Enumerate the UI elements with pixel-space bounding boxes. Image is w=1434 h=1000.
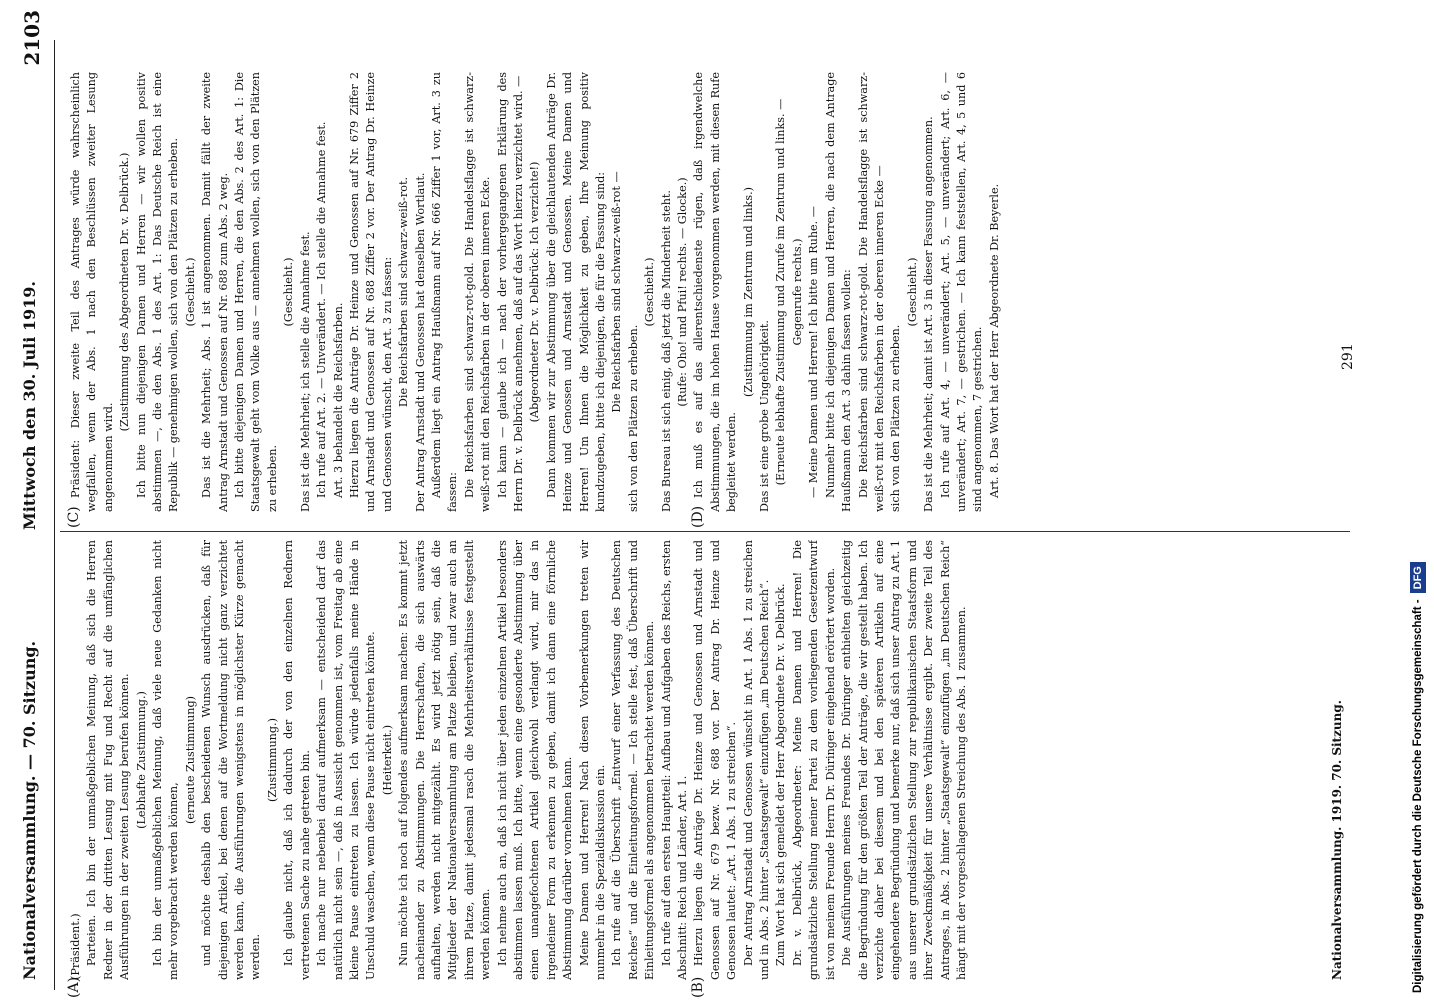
- interjection: (Zustimmung im Zentrum und links.): [741, 187, 755, 397]
- paragraph: Das ist die Mehrheit; ich stelle die Annahme fest.: [298, 231, 312, 512]
- interjection: (Erneute lebhafte Zustimmung und Zurufe im Zentrum und links. — Gegenrufe rechts.): [774, 98, 804, 486]
- header-page-number: 2103: [20, 10, 44, 66]
- running-header: [20, 0, 50, 1000]
- margin-mark-c: (C): [66, 506, 82, 528]
- paragraph: Ich rufe auf den ersten Hauptteil: Aufbau und Aufgaben des Reichs, ersten Abschnitt: Reich und Länder, Art. 1.: [659, 540, 690, 980]
- interjection: (Geschieht.): [905, 257, 919, 327]
- quoted-motion: Die Reichsfarben sind schwarz-weiß-rot —: [610, 171, 624, 413]
- header-left-title: Nationalversammlung. — 70. Sitzung.: [20, 640, 39, 980]
- interjection: (Geschieht.): [643, 257, 657, 327]
- paragraph: — Meine Damen und Herren! Ich bitte um Ruhe. —: [807, 206, 821, 498]
- interjection: (Lebhafte Zustimmung.): [134, 691, 148, 829]
- paragraph: Das ist eine grobe Ungehörigkeit.: [758, 320, 772, 512]
- paragraph: Ich kann — glaube ich — nach der vorhergegangenen Erklärung des Herrn Dr. v. Delbrück annehmen, daß auf das Wort hierzu verzichtet wird. —: [495, 72, 525, 512]
- interjection: (Rufe: Oho! und Pfui! rechts. — Glocke.): [676, 177, 690, 407]
- column-divider: [60, 531, 1350, 532]
- interjection: (Heiterkeit.): [380, 724, 394, 796]
- paragraph: Das ist die Mehrheit; damit ist Art. 3 in dieser Fassung angenommen.: [922, 116, 936, 512]
- paragraph: Ich rufe auf Art. 2. — Unverändert. — Ich stelle die Annahme fest.: [315, 121, 329, 498]
- paragraph: Ich nehme auch an, daß ich nicht über jeden einzelnen Artikel besonders abstimmen lassen muß. Ich bitte, wenn eine gesonderte Abstimmung über einen unangefochtenen Artikel gleichwohl verlangt wird, mir das in irgendeiner Form zu erkennen zu geben, damit ich dann eine förmliche Abstimmung darüber vornehmen kann.: [495, 540, 575, 980]
- dfg-logo: DFG: [1410, 562, 1426, 593]
- paragraph: und möchte deshalb den bescheidenen Wunsch ausdrücken, daß für diejenigen Artikel, bei denen auf die Wortmeldung nicht ganz verzichtet werden kann, die Ausführungen wenigstens in möglichster Kürze gemacht werden.: [200, 540, 263, 980]
- interjection: (Abgeordneter Dr. v. Delbrück: Ich verzichte!): [528, 161, 542, 423]
- paragraph: sich von den Plätzen zu erheben.: [889, 324, 903, 512]
- paragraph: Ich bitte nun diejenigen Damen und Herren — wir wollen positiv abstimmen —, die den Abs. 1 des Art. 1: Das Deutsche Reich ist eine Republik — genehmigen wollen, sich von den Plätzen zu erheben.: [134, 72, 181, 512]
- paragraph: Ich bitte diejenigen Damen und Herren, die den Abs. 2 des Art. 1: Die Staatsgewalt geht vom Volke aus — annehmen wollen, sich von den Plätzen zu erheben.: [233, 72, 279, 512]
- page-footer: Nationalversammlung. 1919. 70. Sitzung.: [1330, 700, 1344, 980]
- interjection: (erneute Zustimmung): [183, 696, 197, 824]
- paragraph: Ich rufe auf die Überschrift „Entwurf einer Verfassung des Deutschen Reiches“ und die Einleitungsformel. — Ich stelle fest, daß Überschrift und Einleitungsformel als angenommen betrachtet werden können.: [610, 540, 657, 980]
- paragraph: Ich bin der unmaßgeblichen Meinung, daß viele neue Gedanken nicht mehr vorgebracht werden können,: [151, 540, 181, 980]
- footer-page-number: 291: [1340, 343, 1356, 370]
- paragraph: Die Ausführungen meines Freundes Dr. Düringer enthielten gleichzeitig die Begründung für den größten Teil der Anträge, die wir gestellt haben. Ich verzichte daher bei diesem und bei den späteren Artikeln auf eine eingehendere Begründung und bemerke nur, daß sich unser Antrag zu Art. 1 aus unserer grundsätzlichen Stellung zur republikanischen Staatsform und ihrer Zweckmäßigkeit für unsere Verhältnisse ergibt. Der zweite Teil des Antrages, in Abs. 2 hinter „Staatsgewalt“ einzufügen „im Deutschen Reich“ hängt mit der vorgeschlagenen Streichung des Abs. 1 zusammen.: [840, 540, 968, 980]
- paragraph: Meine Damen und Herren! Nach diesen Vorbemerkungen treten wir nunmehr in die Spezialdiskussion ein.: [577, 540, 607, 980]
- quoted-motion: Die Reichsfarben sind schwarz-rot-gold. Die Handelsflagge ist schwarz-weiß-rot mit den Reichsfarben in der oberen inneren Ecke.: [462, 72, 493, 512]
- paragraph: Parteien. Ich bin der unmaßgeblichen Meinung, daß sich die Herren Redner in der dritten Lesung mit Fug und Recht auf die umfänglichen Ausführungen in der zweiten Lesung berufen können.: [85, 540, 132, 980]
- margin-mark-d: (D): [690, 505, 706, 528]
- margin-mark-a: (A): [66, 976, 82, 998]
- header-date: Mittwoch den 30. Juli 1919.: [20, 281, 39, 530]
- paragraph: Ich mache nur nebenbei darauf aufmerksam — entscheidend darf das natürlich nicht sein —, daß in Aussicht genommen ist, vom Freitag ab eine kleine Pause eintreten zu lassen. Ich würde jedenfalls meine Hände in Unschuld waschen, wenn diese Pause nicht eintreten könnte.: [315, 540, 378, 980]
- paragraph: (Präsident.): [69, 913, 82, 980]
- paragraph: Dr. v. Delbrück, Abgeordneter: Meine Damen und Herren! Die grundsätzliche Stellung meiner Partei zu dem vorliegenden Gesetzentwurf ist von meinem Freunde Herrn Dr. Düringer eingehend erörtert worden.: [790, 540, 837, 980]
- paragraph: Nun möchte ich noch auf folgendes aufmerksam machen: Es kommt jetzt nacheinander zu Abstimmungen. Die Herrschaften, die sich auswärts aufhalten, werden nicht mitgezählt. Es wird jetzt nötig sein, daß die Mitglieder der Nationalversammlung am Platze bleiben, und zwar auch an ihrem Platze, damit jedesmal rasch die Mehrheitsverhältnisse festgestellt werden können.: [397, 540, 493, 980]
- paragraph: Art. 3 behandelt die Reichsfarben.: [331, 302, 345, 498]
- paragraph: Das ist die Mehrheit; Abs. 1 ist angenommen. Damit fällt der zweite Antrag Arnstadt und Genossen auf Nr. 688 zum Abs. 2 weg.: [200, 72, 230, 512]
- quoted-motion: Die Reichsfarben sind schwarz-rot-gold. Die Handelsflagge ist schwarz-weiß-rot mit den Reichsfarben in der oberen inneren Ecke —: [856, 72, 886, 512]
- paragraph: Präsident: Dieser zweite Teil des Antrages würde wahrscheinlich wegfallen, wenn der Abs. 1 nach den Beschlüssen zweiter Lesung angenommen wird.: [69, 72, 115, 512]
- paragraph: Der Antrag Arnstadt und Genossen hat denselben Wortlaut.: [413, 172, 427, 512]
- paragraph: Art. 8. Das Wort hat der Herr Abgeordnete Dr. Beyerle.: [987, 183, 1001, 498]
- left-text-column: [68, 540, 1323, 980]
- paragraph: sich von den Plätzen zu erheben.: [626, 324, 640, 512]
- paragraph: Dann kommen wir zur Abstimmung über die gleichlautenden Anträge Dr. Heinze und Genossen und Arnstadt und Genossen. Meine Damen und Herren! Um Ihnen die Möglichkeit zu geben, Ihre Meinung positiv kundzugeben, bitte ich diejenigen, die für die Fassung sind:: [544, 72, 607, 512]
- paragraph: Das Bureau ist sich einig, daß jetzt die Minderheit steht.: [659, 190, 673, 512]
- interjection: (Zustimmung.): [265, 718, 279, 802]
- paragraph: Der Antrag Arnstadt und Genossen wünscht in Art. 1 Abs. 1 zu streichen und in Abs. 2 hinter „Staatsgewalt“ einzufügen „im Deutschen Reich“.: [741, 540, 772, 980]
- paragraph: Hierzu liegen die Anträge Dr. Heinze und Genossen und Arnstadt und Genossen auf Nr. 679 bezw. Nr. 688 vor. Der Antrag Dr. Heinze und Genossen lautet: „Art. 1 Abs. 1 zu streichen“.: [692, 540, 739, 980]
- paragraph: Ich glaube nicht, daß ich dadurch der von den einzelnen Rednern vertretenen Sache zu nahe getreten bin.: [282, 540, 312, 980]
- interjection: (Geschieht.): [282, 257, 296, 327]
- paragraph: Außerdem liegt ein Antrag Haußmann auf Nr. 666 Ziffer 1 vor, Art. 3 zu fassen:: [429, 72, 460, 512]
- digitization-credit: [1405, 8, 1431, 993]
- right-text-column: [68, 72, 1323, 512]
- paragraph: Ich rufe auf Art. 4, — unverändert; Art. 5, — unverändert; Art. 6, — unverändert; Art. 7, — gestrichen. — Ich kann feststellen, Art. 4, 5 und 6 sind angenommen, 7 gestrichen.: [938, 72, 985, 512]
- margin-mark-b: (B): [690, 976, 706, 998]
- credit-text: Digitalisierung gefördert durch die Deutsche Forschungsgemeinschaft -: [1412, 599, 1424, 993]
- quoted-motion: Die Reichsfarben sind schwarz-weiß-rot.: [397, 176, 411, 408]
- interjection: (Zustimmung des Abgeordneten Dr. v. Delbrück.): [118, 152, 132, 432]
- paragraph: Nunmehr bitte ich diejenigen Damen und Herren, die nach dem Antrage Haußmann den Art. 3 dahin fassen wollen:: [823, 72, 854, 512]
- interjection: (Geschieht.): [183, 257, 197, 327]
- paragraph: Ich muß es auf das allerentschiedenste rügen, daß irgendwelche Abstimmungen, die im hohen Hause vorgenommen werden, mit diesen Rufe begleitet werden.: [692, 72, 739, 512]
- paragraph: Zum Wort hat sich gemeldet der Herr Abgeordnete Dr. v. Delbrück.: [774, 583, 788, 966]
- header-rule: [54, 40, 55, 990]
- paragraph: Hierzu liegen die Anträge Dr. Heinze und Genossen auf Nr. 679 Ziffer 2 und Arnstadt und Genossen auf Nr. 688 Ziffer 2 vor. Der Antrag Dr. Heinze und Genossen wünscht, den Art. 3 zu fassen:: [347, 72, 394, 512]
